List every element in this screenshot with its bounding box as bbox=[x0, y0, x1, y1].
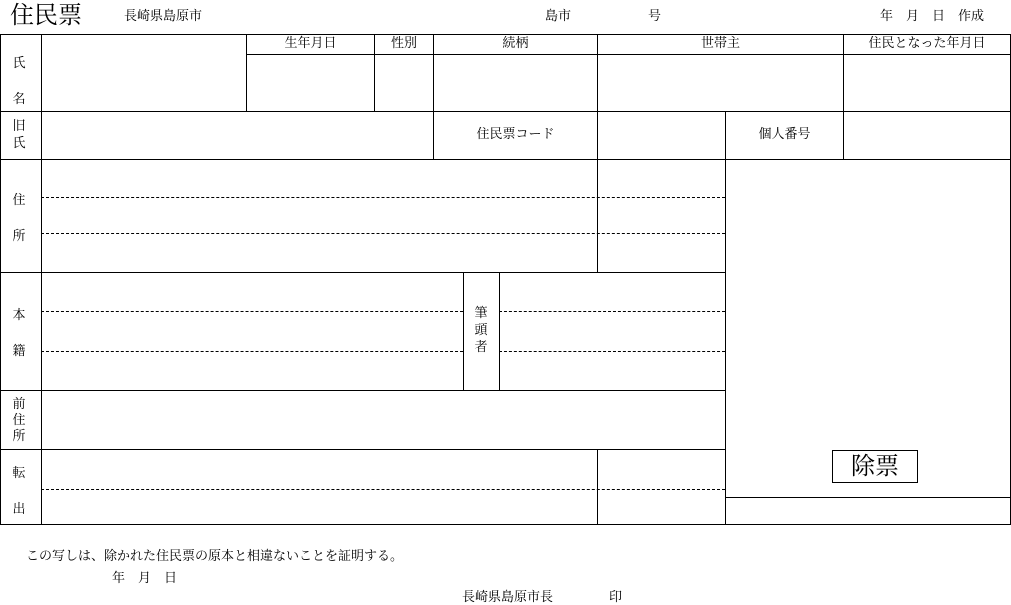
resident-date-label: 住民となった年月日 bbox=[868, 36, 986, 51]
personal-number-label: 個人番号 bbox=[758, 127, 811, 142]
former-name-label: 旧氏 bbox=[12, 119, 26, 151]
moveout-field[interactable] bbox=[42, 450, 597, 524]
domicile-field[interactable] bbox=[42, 273, 463, 390]
certification-date: 年 月 日 bbox=[112, 571, 178, 586]
resident-code-field[interactable] bbox=[598, 112, 725, 159]
address-label: 住所 bbox=[12, 193, 26, 244]
right-panel-bottom-line bbox=[725, 497, 1011, 498]
official-seal-label: 印 bbox=[609, 590, 623, 605]
gender-label: 性別 bbox=[390, 36, 417, 51]
moveout-label: 転出 bbox=[12, 466, 26, 517]
householder-label: 世帯主 bbox=[700, 36, 740, 51]
birthdate-label: 生年月日 bbox=[284, 36, 337, 51]
document-number-prefix: 島市 bbox=[545, 9, 572, 24]
table-border-bottom bbox=[0, 524, 1011, 525]
previous-address-label: 前住所 bbox=[12, 397, 26, 444]
certification-text: この写しは、除かれた住民票の原本と相違ないことを証明する。 bbox=[26, 549, 404, 564]
head-of-family-field[interactable] bbox=[500, 273, 725, 390]
previous-address-field[interactable] bbox=[42, 391, 725, 449]
address-date-field[interactable] bbox=[598, 160, 725, 272]
former-name-field[interactable] bbox=[42, 112, 433, 159]
resident-code-label: 住民票コード bbox=[476, 127, 555, 142]
mayor-name: 長崎県島原市長 bbox=[462, 590, 554, 605]
name-label: 氏名 bbox=[12, 56, 26, 107]
relationship-field[interactable] bbox=[434, 55, 597, 111]
table-border-left bbox=[0, 34, 1, 525]
resident-date-field[interactable] bbox=[844, 55, 1010, 111]
address-field[interactable] bbox=[42, 160, 597, 272]
birthdate-field[interactable] bbox=[247, 55, 374, 111]
created-date: 年 月 日 作成 bbox=[880, 9, 985, 24]
gender-field[interactable] bbox=[375, 55, 433, 111]
removed-record-stamp: 除票 bbox=[832, 450, 918, 483]
moveout-date-field[interactable] bbox=[598, 450, 725, 524]
document-title: 住民票 bbox=[10, 1, 82, 29]
notes-panel[interactable] bbox=[726, 160, 1010, 497]
personal-number-field[interactable] bbox=[844, 112, 1010, 159]
domicile-divider-1 bbox=[463, 272, 464, 390]
municipality-name: 長崎県島原市 bbox=[124, 9, 203, 24]
domicile-label: 本籍 bbox=[12, 308, 26, 359]
relationship-label: 続柄 bbox=[502, 36, 529, 51]
householder-field[interactable] bbox=[598, 55, 843, 111]
name-field[interactable] bbox=[42, 35, 246, 111]
head-of-family-label: 筆頭者 bbox=[474, 306, 488, 355]
document-number-suffix: 号 bbox=[648, 9, 662, 24]
